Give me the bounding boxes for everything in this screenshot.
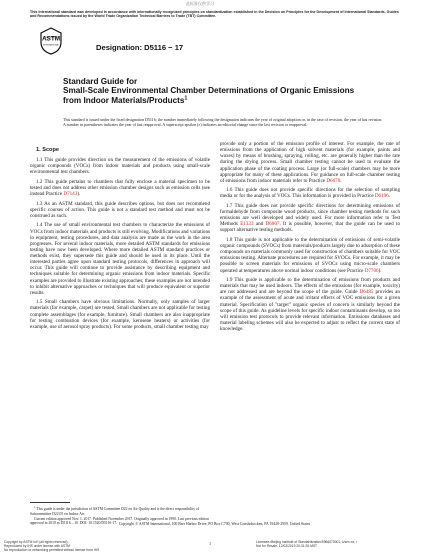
reference-link-d6196[interactable]: D6196 [374, 193, 389, 200]
license-line: Reproduced by IHS under license with ASTM [4, 544, 70, 549]
paragraph-1-2-text: 1.2 This guide pertains to chambers that fully enclose a material specimen to be tested and does not address other emission chamber designs such as emission cells (see instead Practice [30, 178, 210, 198]
paragraph-1-2-end: ). [77, 191, 81, 198]
paragraph-1-6 [220, 187, 400, 199]
license-line: Licensee=Beijing Institute of Standardization/5966070001, User=xx, r [256, 540, 358, 544]
paragraph-1-5-end: . [340, 177, 342, 184]
paragraph-1-9-text: 1.9 This guide is applicable to the determination of emissions from products and materials that may be used indoors. The effects of the emissions (for example, toxicity) are not addressed and are beyond the scope of the guide. Guide [220, 277, 400, 296]
license-line: Not for Resale, 12/02/2019 20:31:26 MST [256, 544, 318, 549]
astm-logo-icon [40, 27, 62, 55]
paragraph-1-4: 1.4 The use of small environmental test chambers to characterize the emissions of VOCs from indoor materials and products is still evolving. Modifications and variations in equipment, testing procedures, and data analysis are made as the work in the area progresses. For several indoor materials, more detailed ASTM standards for emissions testing have now been developed. Where more detailed ASTM standard practices or methods exist, they supersede this guide and should be used in its place. Until the interested parties agree upon standard testing protocols, differences in approach will occur. This guide will continue to provide assistance by describing equipment and techniques suitable for determining organic emissions from indoor materials. Specific examples are provided to illustrate existing approaches; these examples are not intended to inhibit alternative approaches or techniques that will produce equivalent or superior results. [30, 222, 210, 296]
paragraph-1-5-continued [220, 141, 400, 184]
development-notice-text: This international standard was developed in accordance with internationally recognized principles on standardization established in the Decision on Principles for the Development of International Standards, Guides and Recommendations issued by the World Trade Organization Technical Barriers to Trade (TBT) Committee. [30, 10, 399, 19]
development-notice [30, 10, 400, 19]
paragraph-1-7-end: . It is possible, however, that the guide can be used to support alternative testing methods. [220, 221, 400, 234]
paragraph-1-9-end: provides an example of the assessment of acute and irritant effects of VOC emissions for a given material. Specification of "target" organic species of concern is similarly beyond the scope of this guide. As guideline levels for specific indoor contaminants develop, so too will emission test protocols to provide relevant information. Emissions databases and material labeling schemes will also be expected to adjust to reflect the current state of knowledge. [220, 289, 400, 333]
paragraph-1-1: 1.1 This guide provides direction on the measurement of the emissions of volatile organic compounds (VOCs) from indoor materials and products using small-scale environmental test chambers. [30, 157, 210, 176]
license-line: Copyright by ASTM Int'l (all rights reserved); [4, 540, 69, 544]
paragraph-1-6-text: 1.6 This guide does not provide specific directions for the selection of sampling media or for the analysis of VOCs. This information is provided in Practice [220, 187, 400, 200]
paragraph-1-5: 1.5 Small chambers have obvious limitations. Normally, only samples of larger materials (for example, carpet) are tested. Small chambers are not applicable for testing complete assemblages (for example, furniture). Small chambers are also inappropriate for testing combustion devices (for example, kerosene heaters) or activities (for example, use of aerosol spray products). For some products, small chamber testing may [30, 299, 210, 330]
paragraph-1-7-text: 1.7 This guide does not provide specific directions for determining emissions of formaldehyde from composite wood products, since chamber testing methods for such emissions are well developed and widely used. For more information refer to Test Methods [220, 202, 400, 228]
license-notice-left [4, 540, 224, 552]
page-title [63, 86, 363, 105]
paragraph-1-8 [220, 237, 400, 274]
paragraph-1-9 [220, 277, 400, 332]
paragraph-1-8-end: ). [378, 267, 382, 274]
paragraph-1-2 [30, 179, 210, 197]
paragraph-1-3: 1.3 As an ASTM standard, this guide describes options, but does not recommend specific courses of action. This guide is not a standard test method and must not be construed as such. [30, 200, 210, 219]
footnote-1: $^1$ This guide is under the jurisdiction of ASTM Committee D22 on Air Quality and is the direct responsibility of Subcommittee D22.05 on Indoor Air. [30, 505, 200, 516]
title-text: Small-Scale Environmental Chamber Determinations of Organic Emissions from Indoor Materials/Products [63, 86, 355, 105]
section-heading-scope: 1. Scope [36, 147, 60, 153]
reference-link-d6485[interactable]: D6485 [359, 289, 374, 296]
paragraph-1-5-cont-text: provide only a portion of the emission profile of interest. For example, the rate of emissions from the application of high solvent materials (for example, paints and waxes) by means of brushing, spraying, rolling, etc. are generally higher than the rate during the drying process. Small chamber testing cannot be used to evaluate the application phase of the coating process. Large (or full-scale) chambers may be more appropriate for many of these applications. For guidance on full-scale chamber testing of emissions from indoor materials refer to Practice [220, 141, 400, 184]
paragraph-1-8-text: 1.8 This guide is not applicable to the determination of emissions of semi-volatile organic compounds (SVOCs) from materials/products largely due to adsorption of these compounds on materials commonly used for construction of chambers suitable for VOC emissions testing. Alternate procedures are required for SVOCs. For example, it may be possible to screen materials for emissions of SVOCs using micro-scale chambers operated at temperatures above normal indoor conditions (see Practice [220, 236, 400, 274]
copyright-line: Copyright © ASTM International, 100 Barr Harbor Drive, PO Box C700, West Conshohocken, PA 19428-2959. United States [118, 522, 311, 526]
reference-link-d6670[interactable]: D6670 [326, 177, 341, 184]
watermark-stamp: 此标准仅供学习 [186, 1, 214, 6]
left-column [30, 147, 210, 333]
paragraph-1-6-end: . [388, 193, 391, 200]
right-column [220, 141, 400, 336]
paragraph-1-7 [220, 203, 400, 234]
license-line: No reproduction or networking permitted without license from IHS [4, 548, 100, 553]
logo-label: INTERNATIONAL [43, 44, 59, 47]
title-footnote-marker: 1 [184, 94, 188, 101]
page-number: 1 [209, 541, 212, 546]
footnote-2: Current edition approved Nov. 1, 2017. Published November 2017. Originally approved in 1990. Last previous edition approved in 2010 as D5116 – 10. DOI: 10.1520/D5116-17. [30, 516, 209, 526]
reference-link-d7143[interactable]: D7143 [63, 191, 78, 198]
designation: Designation: D5116 − 17 [96, 43, 184, 52]
footnote-divider [30, 502, 70, 503]
reference-link-d6007[interactable]: D6007 [265, 221, 280, 228]
paragraph-1-7-and: and [253, 221, 266, 228]
issuance-note: This standard is issued under the fixed designation D5116; the number immediately following the designation indicates the year of original adoption or, in the case of revision, the year of last revision. A number in parentheses indicates the year of last reapproval. A superscript epsilon (ε) indicates an editorial change since the last revision or reapproval. [63, 117, 383, 127]
standard-type: Standard Guide for [63, 77, 138, 86]
license-notice-right [256, 540, 424, 548]
svg-text:ASTM: ASTM [41, 35, 61, 43]
reference-link-d7706[interactable]: D7706 [364, 267, 379, 274]
footnote-1-text: This guide is under the jurisdiction of ASTM Committee D22 on Air Quality and is the direct responsibility of Subcommittee D22.05 on Indoor Air. [30, 507, 200, 516]
reference-link-e1333[interactable]: E1333 [240, 221, 254, 228]
